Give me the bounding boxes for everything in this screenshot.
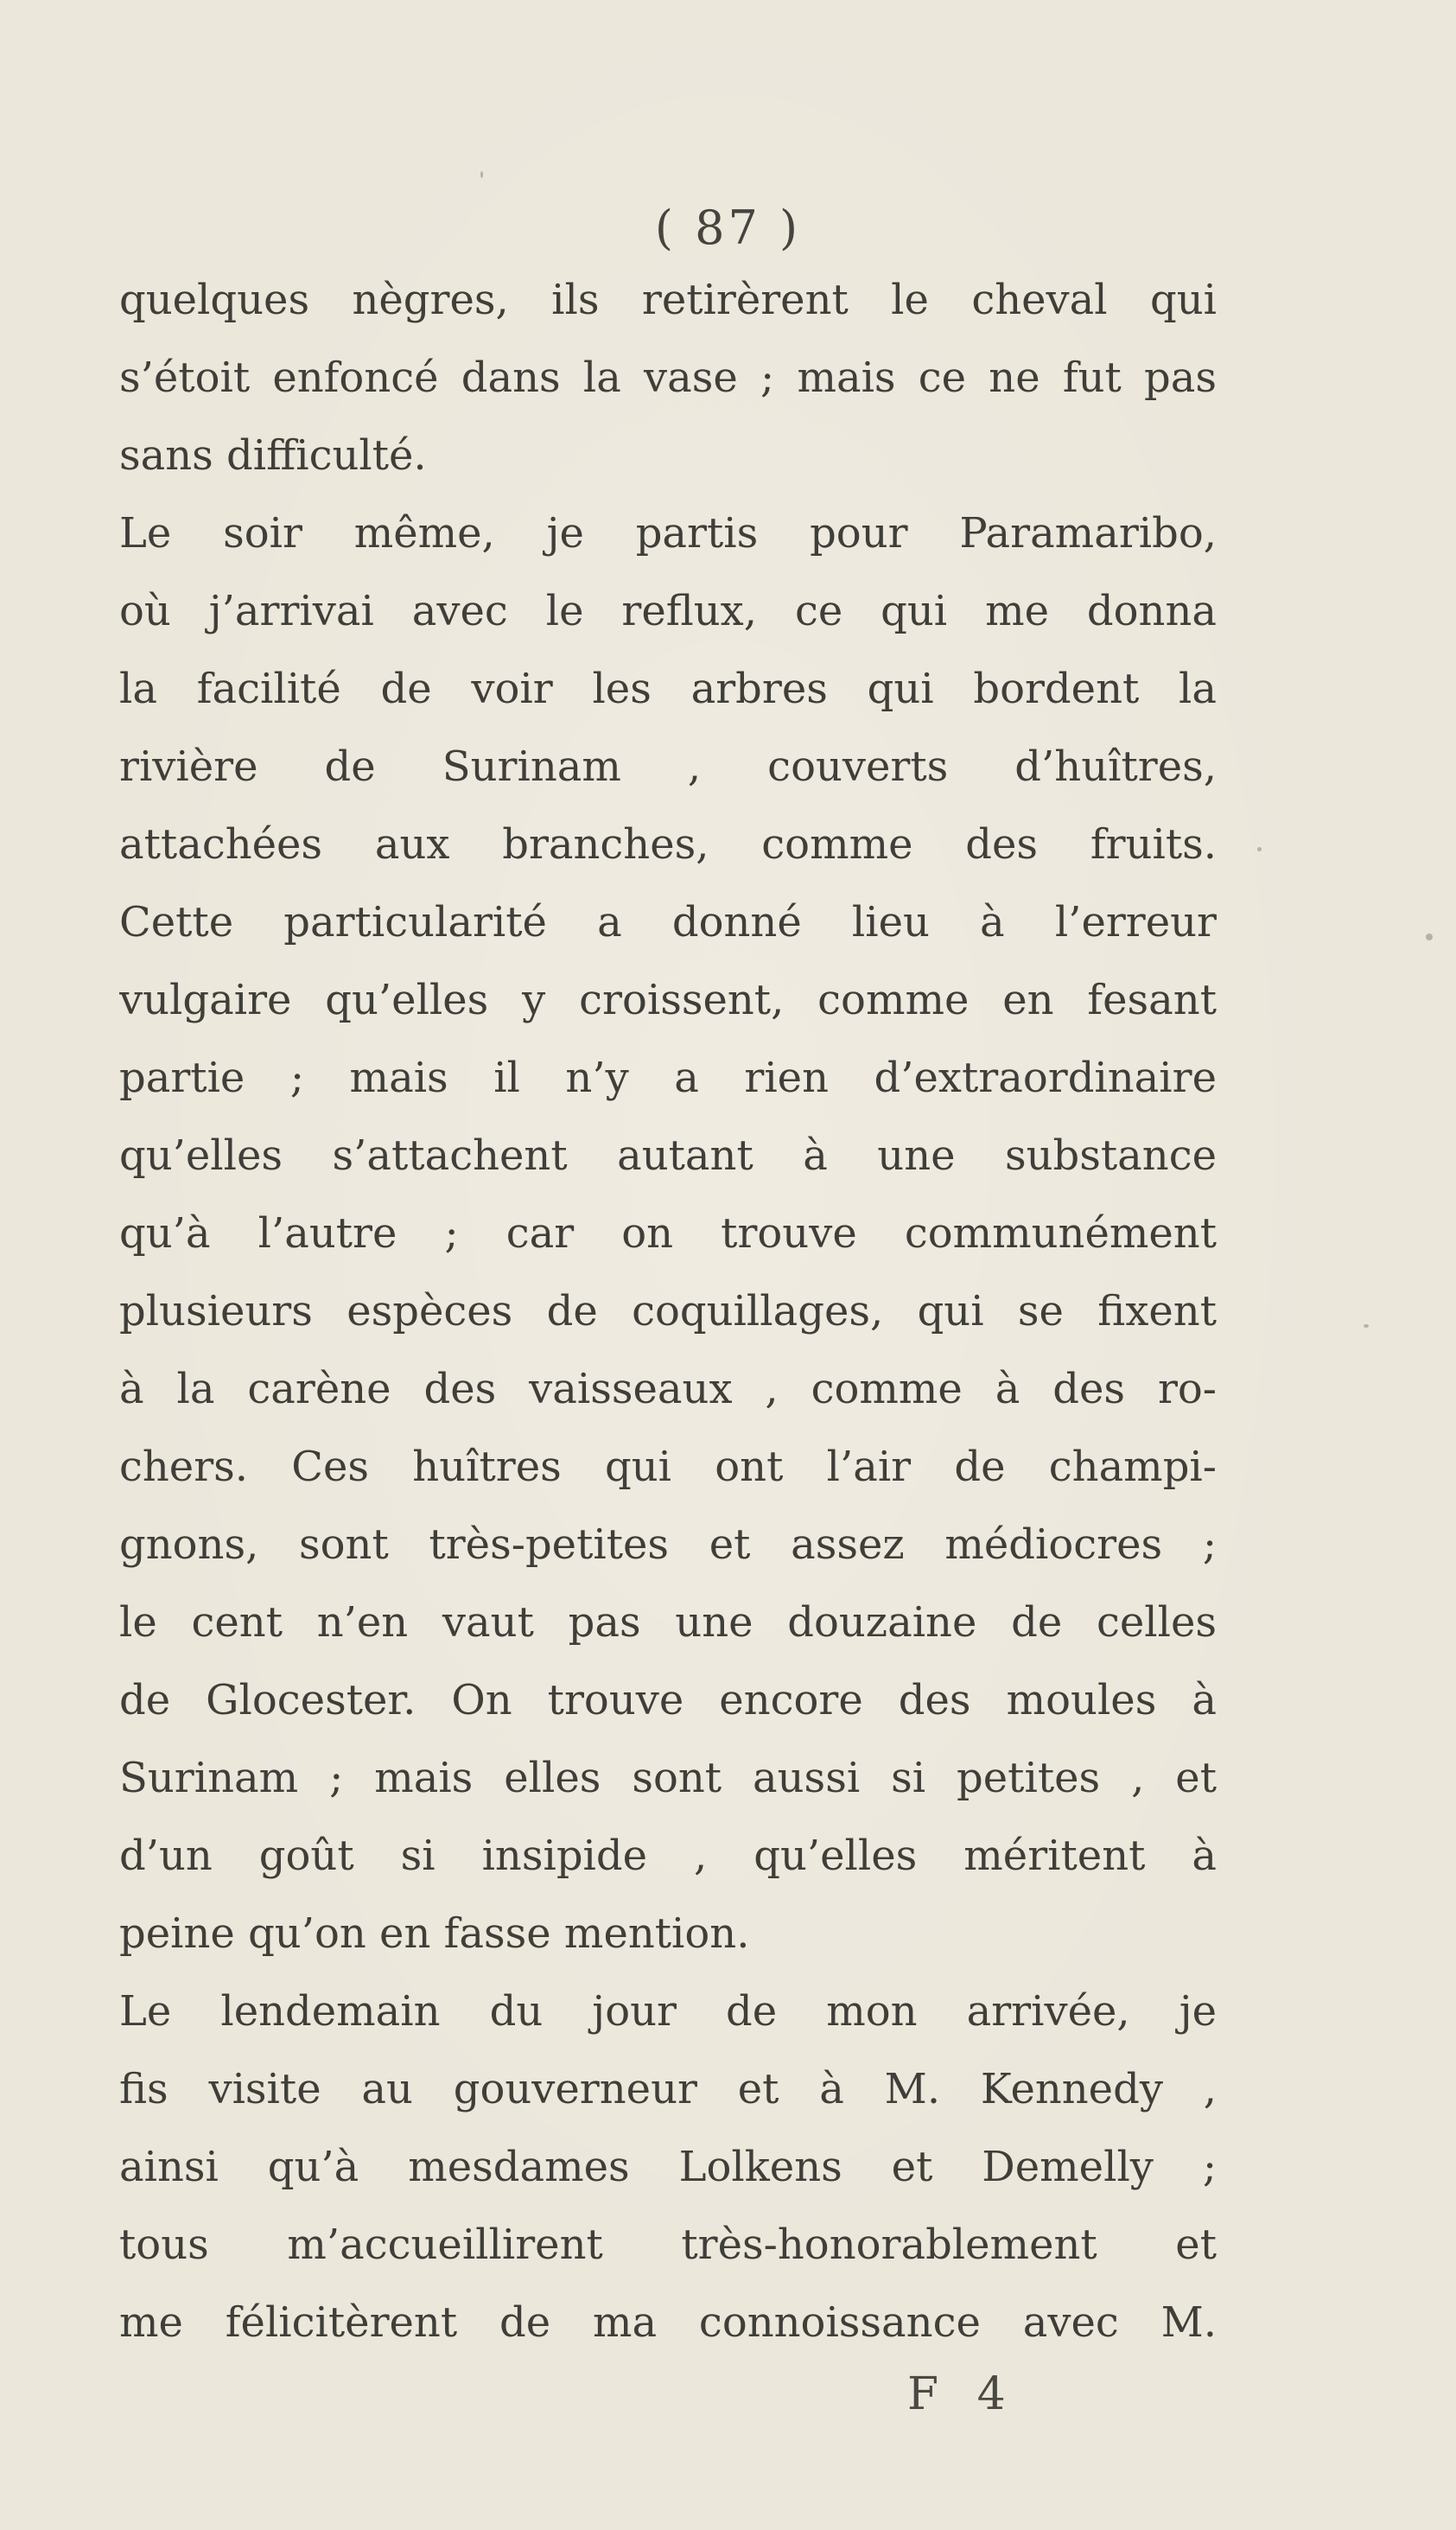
paper-speck (480, 171, 483, 178)
text-line: la facilité de voir les arbres qui bordent la (119, 665, 1217, 713)
text-line: tous m’accueillirent très-honorablement et (119, 2221, 1217, 2269)
text-line: ainsi qu’à mesdames Lolkens et Demelly ; (119, 2143, 1217, 2191)
text-line: partie ; mais il n’y a rien d’extraordinaire (119, 1054, 1217, 1102)
text-line: d’un goût si insipide , qu’elles méritent à (119, 1832, 1217, 1880)
text-line: Surinam ; mais elles sont aussi si petites , et (119, 1754, 1217, 1802)
text-line: attachées aux branches, comme des fruits. (119, 820, 1217, 869)
text-line: à la carène des vaisseaux , comme à des ro- (119, 1365, 1217, 1413)
text-line: chers. Ces huîtres qui ont l’air de champi- (119, 1443, 1217, 1491)
text-line: vulgaire qu’elles y croissent, comme en fesant (119, 976, 1217, 1024)
text-line: peine qu’on en fasse mention. (119, 1909, 750, 1958)
text-line: fis visite au gouverneur et à M. Kennedy , (119, 2065, 1217, 2113)
text-line: Le lendemain du jour de mon arrivée, je (119, 1987, 1217, 2036)
page-number: ( 87 ) (654, 201, 802, 255)
paper-speck (1257, 847, 1262, 851)
text-line: s’étoit enfoncé dans la vase ; mais ce ne fut pas (119, 354, 1217, 402)
signature-mark: F 4 (907, 2368, 1018, 2420)
text-line: où j’arrivai avec le reflux, ce qui me donna (119, 587, 1217, 635)
text-line: gnons, sont très-petites et assez médiocres ; (119, 1520, 1217, 1569)
text-line: me félicitèrent de ma connoissance avec M. (119, 2298, 1217, 2347)
text-line: quelques nègres, ils retirèrent le cheval qui (119, 276, 1217, 324)
text-line: rivière de Surinam , couverts d’huîtres, (119, 742, 1217, 791)
text-line: qu’à l’autre ; car on trouve communément (119, 1209, 1217, 1258)
text-line: de Glocester. On trouve encore des moules à (119, 1676, 1217, 1724)
paper-speck (1426, 934, 1433, 940)
text-line: qu’elles s’attachent autant à une substance (119, 1131, 1217, 1180)
text-line: le cent n’en vaut pas une douzaine de celles (119, 1598, 1217, 1647)
paper-speck (1364, 1324, 1369, 1328)
text-line: sans difficulté. (119, 431, 427, 480)
text-line: plusieurs espèces de coquillages, qui se fixent (119, 1287, 1217, 1335)
text-line: Le soir même, je partis pour Paramaribo, (119, 509, 1217, 558)
text-line: Cette particularité a donné lieu à l’erreur (119, 898, 1217, 946)
